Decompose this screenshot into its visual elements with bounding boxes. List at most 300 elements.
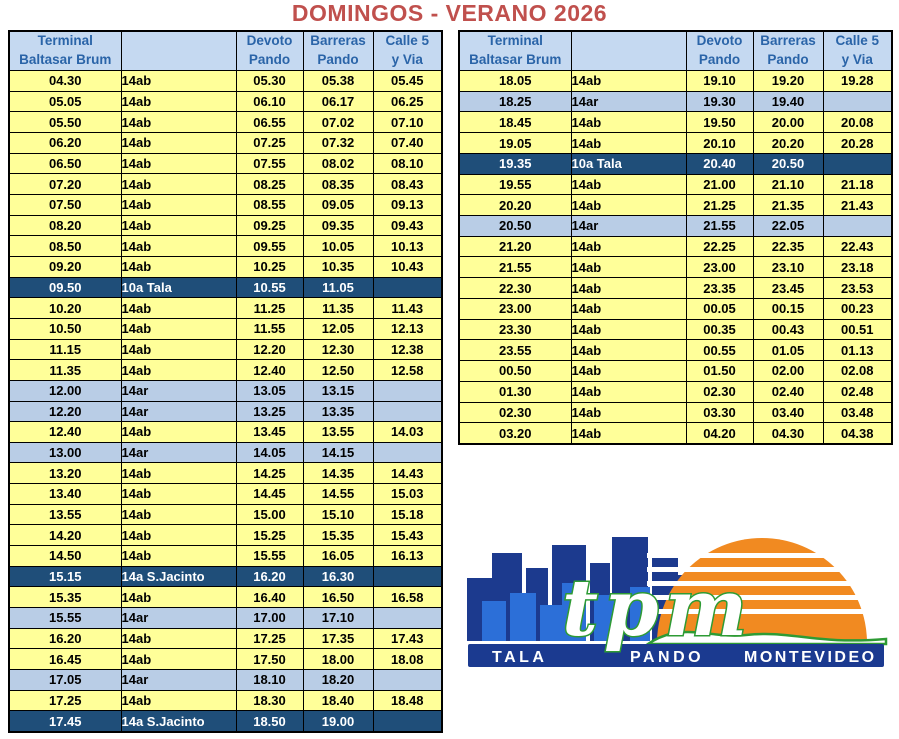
time-cell: 11.55: [236, 318, 303, 339]
timetable-row: [9, 277, 442, 298]
time-cell: 08.10: [373, 153, 442, 174]
route-cell: 14ab: [121, 194, 236, 215]
time-cell: 08.20: [9, 215, 121, 236]
route-cell: 14ab: [571, 381, 686, 402]
time-cell: 15.03: [373, 484, 442, 505]
time-cell: 12.58: [373, 360, 442, 381]
timetable-row: [9, 174, 442, 195]
timetable-row: [9, 71, 442, 92]
time-cell: 10.55: [236, 277, 303, 298]
time-cell: 16.20: [236, 566, 303, 587]
time-cell: 16.05: [303, 546, 373, 567]
time-cell: 17.05: [9, 670, 121, 691]
timetable-row: [9, 132, 442, 153]
time-cell: 09.13: [373, 194, 442, 215]
time-cell: 00.05: [686, 298, 753, 319]
time-cell: 15.43: [373, 525, 442, 546]
time-cell: 06.17: [303, 91, 373, 112]
time-cell: 14.35: [303, 463, 373, 484]
col-header-terminal: Terminal Baltasar Brum: [9, 31, 121, 71]
time-cell: 08.43: [373, 174, 442, 195]
time-cell: 02.48: [823, 381, 892, 402]
time-cell: 09.43: [373, 215, 442, 236]
route-cell: 14ab: [121, 132, 236, 153]
time-cell: 01.50: [686, 361, 753, 382]
time-cell: 10.50: [9, 318, 121, 339]
time-cell: 11.43: [373, 298, 442, 319]
time-cell: [373, 711, 442, 732]
time-cell: 17.25: [236, 628, 303, 649]
timetable-row: [9, 380, 442, 401]
time-cell: 23.53: [823, 278, 892, 299]
time-cell: 21.55: [686, 216, 753, 237]
timetable-right-header: [459, 31, 892, 71]
route-cell: 14ar: [121, 442, 236, 463]
time-cell: 07.02: [303, 112, 373, 133]
route-cell: 14ab: [571, 71, 686, 92]
time-cell: [373, 277, 442, 298]
time-cell: 16.30: [303, 566, 373, 587]
time-cell: 18.25: [459, 91, 571, 112]
time-cell: 09.55: [236, 236, 303, 257]
time-cell: 05.50: [9, 112, 121, 133]
time-cell: 16.13: [373, 546, 442, 567]
time-cell: 13.40: [9, 484, 121, 505]
time-cell: 12.30: [303, 339, 373, 360]
time-cell: 14.50: [9, 546, 121, 567]
time-cell: 10.25: [236, 256, 303, 277]
time-cell: 18.10: [236, 670, 303, 691]
time-cell: 20.50: [459, 216, 571, 237]
time-cell: 22.30: [459, 278, 571, 299]
time-cell: 22.05: [753, 216, 823, 237]
time-cell: 07.50: [9, 194, 121, 215]
col-header-barreras: Barreras Pando: [303, 31, 373, 71]
col-header-devoto: Devoto Pando: [686, 31, 753, 71]
time-cell: 02.00: [753, 361, 823, 382]
time-cell: 05.05: [9, 91, 121, 112]
timetable-row: [9, 504, 442, 525]
time-cell: 23.00: [686, 257, 753, 278]
timetable-row: [9, 670, 442, 691]
route-cell: 14ab: [121, 422, 236, 443]
time-cell: 21.18: [823, 174, 892, 195]
time-cell: 00.35: [686, 319, 753, 340]
time-cell: 12.05: [303, 318, 373, 339]
time-cell: 19.28: [823, 71, 892, 92]
timetable-row: [9, 194, 442, 215]
route-cell: 14ar: [571, 216, 686, 237]
route-cell: 14ar: [121, 608, 236, 629]
timetable-row: [459, 133, 892, 154]
banner-word-montevideo: MONTEVIDEO: [744, 649, 877, 666]
route-cell: 14ab: [571, 319, 686, 340]
timetable-row: [459, 423, 892, 444]
time-cell: 19.20: [753, 71, 823, 92]
route-cell: 14ab: [121, 256, 236, 277]
time-cell: 01.30: [459, 381, 571, 402]
time-cell: 17.50: [236, 649, 303, 670]
time-cell: 02.30: [686, 381, 753, 402]
time-cell: 10.35: [303, 256, 373, 277]
timetable-row: [459, 216, 892, 237]
time-cell: 15.35: [9, 587, 121, 608]
timetable-row: [9, 236, 442, 257]
route-cell: 10a Tala: [121, 277, 236, 298]
timetable-row: [459, 257, 892, 278]
timetable-row: [9, 484, 442, 505]
time-cell: 18.48: [373, 690, 442, 711]
time-cell: 00.23: [823, 298, 892, 319]
time-cell: 12.38: [373, 339, 442, 360]
route-cell: 14ab: [121, 484, 236, 505]
time-cell: 22.35: [753, 236, 823, 257]
time-cell: 18.50: [236, 711, 303, 732]
time-cell: 12.50: [303, 360, 373, 381]
time-cell: [373, 670, 442, 691]
time-cell: 00.43: [753, 319, 823, 340]
time-cell: 12.00: [9, 380, 121, 401]
time-cell: 13.05: [236, 380, 303, 401]
time-cell: 14.45: [236, 484, 303, 505]
route-cell: 14ab: [571, 423, 686, 444]
timetable-row: [9, 339, 442, 360]
time-cell: 15.10: [303, 504, 373, 525]
timetable-row: [459, 402, 892, 423]
time-cell: 19.00: [303, 711, 373, 732]
time-cell: 20.28: [823, 133, 892, 154]
timetable-row: [459, 112, 892, 133]
col-header-barreras: Barreras Pando: [753, 31, 823, 71]
time-cell: 11.35: [303, 298, 373, 319]
time-cell: 03.40: [753, 402, 823, 423]
time-cell: 15.18: [373, 504, 442, 525]
route-cell: 14ab: [121, 71, 236, 92]
time-cell: 09.20: [9, 256, 121, 277]
route-cell: 14ar: [121, 670, 236, 691]
time-cell: 14.20: [9, 525, 121, 546]
route-cell: 14ab: [121, 91, 236, 112]
route-cell: 14ab: [571, 257, 686, 278]
time-cell: 03.30: [686, 402, 753, 423]
time-cell: 15.15: [9, 566, 121, 587]
route-cell: 14ab: [121, 318, 236, 339]
time-cell: 19.55: [459, 174, 571, 195]
timetable-row: [9, 318, 442, 339]
time-cell: 21.35: [753, 195, 823, 216]
route-cell: 14ar: [121, 401, 236, 422]
banner-word-tala: TALA: [492, 649, 548, 666]
time-cell: 07.25: [236, 132, 303, 153]
route-cell: 14ab: [121, 112, 236, 133]
timetable-row: [459, 71, 892, 92]
time-cell: 17.10: [303, 608, 373, 629]
time-cell: 07.55: [236, 153, 303, 174]
time-cell: 18.45: [459, 112, 571, 133]
timetable-row: [459, 340, 892, 361]
time-cell: 20.50: [753, 153, 823, 174]
time-cell: 12.20: [9, 401, 121, 422]
time-cell: 09.35: [303, 215, 373, 236]
time-cell: 21.55: [459, 257, 571, 278]
col-header-terminal: Terminal Baltasar Brum: [459, 31, 571, 71]
time-cell: 20.00: [753, 112, 823, 133]
time-cell: 07.32: [303, 132, 373, 153]
time-cell: 17.35: [303, 628, 373, 649]
time-cell: 04.20: [686, 423, 753, 444]
time-cell: 18.08: [373, 649, 442, 670]
time-cell: 21.25: [686, 195, 753, 216]
time-cell: 00.15: [753, 298, 823, 319]
timetable-right-body: [459, 71, 892, 444]
timetable-row: [459, 381, 892, 402]
route-cell: 14ab: [571, 298, 686, 319]
time-cell: 23.18: [823, 257, 892, 278]
time-cell: 13.55: [9, 504, 121, 525]
timetable-row: [9, 711, 442, 732]
time-cell: 08.50: [9, 236, 121, 257]
timetable-row: [9, 153, 442, 174]
timetable-row: [459, 195, 892, 216]
time-cell: 09.25: [236, 215, 303, 236]
route-cell: 14ab: [121, 546, 236, 567]
timetable-row: [9, 422, 442, 443]
time-cell: 12.20: [236, 339, 303, 360]
time-cell: 21.00: [686, 174, 753, 195]
timetable-row: [459, 319, 892, 340]
time-cell: 21.20: [459, 236, 571, 257]
time-cell: 00.50: [459, 361, 571, 382]
tpm-logo: [462, 523, 892, 671]
time-cell: 10.05: [303, 236, 373, 257]
timetable-row: [9, 256, 442, 277]
brand-text: tpm: [562, 563, 754, 654]
time-cell: 10.13: [373, 236, 442, 257]
time-cell: 10.20: [9, 298, 121, 319]
time-cell: 02.40: [753, 381, 823, 402]
time-cell: 18.30: [236, 690, 303, 711]
timetable-row: [459, 91, 892, 112]
route-cell: 14ab: [121, 587, 236, 608]
route-cell: 14ab: [121, 236, 236, 257]
timetable-row: [9, 690, 442, 711]
col-header-calle5: Calle 5 y Via: [373, 31, 442, 71]
timetable-row: [9, 360, 442, 381]
time-cell: 16.40: [236, 587, 303, 608]
time-cell: [823, 153, 892, 174]
route-cell: 14ab: [121, 174, 236, 195]
route-cell: 14ab: [121, 298, 236, 319]
time-cell: 17.45: [9, 711, 121, 732]
time-cell: [373, 380, 442, 401]
timetable-row: [459, 361, 892, 382]
time-cell: 06.20: [9, 132, 121, 153]
time-cell: 11.25: [236, 298, 303, 319]
time-cell: 23.10: [753, 257, 823, 278]
time-cell: 14.55: [303, 484, 373, 505]
timetable-row: [9, 298, 442, 319]
timetable-row: [459, 236, 892, 257]
route-cell: 14ab: [121, 153, 236, 174]
time-cell: 14.43: [373, 463, 442, 484]
timetable-row: [9, 525, 442, 546]
timetable-row: [9, 587, 442, 608]
timetable-row: [9, 401, 442, 422]
time-cell: 23.45: [753, 278, 823, 299]
time-cell: 06.55: [236, 112, 303, 133]
time-cell: 21.10: [753, 174, 823, 195]
time-cell: 08.25: [236, 174, 303, 195]
time-cell: 00.51: [823, 319, 892, 340]
time-cell: 14.15: [303, 442, 373, 463]
col-header-route: [121, 31, 236, 71]
time-cell: 15.00: [236, 504, 303, 525]
timetable-row: [9, 546, 442, 567]
time-cell: 17.43: [373, 628, 442, 649]
time-cell: 14.05: [236, 442, 303, 463]
time-cell: 09.05: [303, 194, 373, 215]
time-cell: 06.50: [9, 153, 121, 174]
route-cell: 14ab: [571, 195, 686, 216]
time-cell: 12.40: [236, 360, 303, 381]
time-cell: 20.10: [686, 133, 753, 154]
time-cell: 05.30: [236, 71, 303, 92]
time-cell: 04.30: [9, 71, 121, 92]
time-cell: 19.35: [459, 153, 571, 174]
time-cell: 13.00: [9, 442, 121, 463]
time-cell: 22.43: [823, 236, 892, 257]
time-cell: 00.55: [686, 340, 753, 361]
time-cell: 18.05: [459, 71, 571, 92]
col-header-route: [571, 31, 686, 71]
timetable-row: [9, 442, 442, 463]
time-cell: 13.25: [236, 401, 303, 422]
route-cell: 14ab: [571, 236, 686, 257]
time-cell: 20.20: [459, 195, 571, 216]
page-title: DOMINGOS - VERANO 2026: [291, 0, 608, 26]
route-cell: 10a Tala: [571, 153, 686, 174]
time-cell: [373, 608, 442, 629]
route-cell: 14ab: [121, 628, 236, 649]
time-cell: 13.15: [303, 380, 373, 401]
time-cell: 23.00: [459, 298, 571, 319]
time-cell: 23.55: [459, 340, 571, 361]
time-cell: 11.35: [9, 360, 121, 381]
timetable-row: [459, 153, 892, 174]
time-cell: 07.10: [373, 112, 442, 133]
timetable-row: [9, 628, 442, 649]
time-cell: 15.35: [303, 525, 373, 546]
banner-word-pando: PANDO: [630, 649, 705, 666]
time-cell: [373, 566, 442, 587]
time-cell: 04.38: [823, 423, 892, 444]
time-cell: 16.50: [303, 587, 373, 608]
time-cell: 02.30: [459, 402, 571, 423]
route-cell: 14ab: [121, 339, 236, 360]
route-cell: 14ab: [571, 278, 686, 299]
time-cell: 16.20: [9, 628, 121, 649]
time-cell: 15.25: [236, 525, 303, 546]
time-cell: 14.25: [236, 463, 303, 484]
time-cell: 22.25: [686, 236, 753, 257]
time-cell: 10.43: [373, 256, 442, 277]
time-cell: 23.30: [459, 319, 571, 340]
route-cell: 14ab: [121, 690, 236, 711]
time-cell: 03.48: [823, 402, 892, 423]
time-cell: 01.13: [823, 340, 892, 361]
time-cell: 16.58: [373, 587, 442, 608]
timetable-row: [459, 298, 892, 319]
time-cell: 05.45: [373, 71, 442, 92]
time-cell: 17.25: [9, 690, 121, 711]
time-cell: 06.10: [236, 91, 303, 112]
time-cell: 19.10: [686, 71, 753, 92]
time-cell: 15.55: [236, 546, 303, 567]
time-cell: 20.20: [753, 133, 823, 154]
time-cell: 13.55: [303, 422, 373, 443]
route-cell: 14ab: [121, 463, 236, 484]
timetable-row: [459, 278, 892, 299]
route-cell: 14ab: [121, 649, 236, 670]
timetable-row: [9, 112, 442, 133]
time-cell: 18.20: [303, 670, 373, 691]
time-cell: 06.25: [373, 91, 442, 112]
route-cell: 14ab: [121, 360, 236, 381]
time-cell: 19.05: [459, 133, 571, 154]
timetable-left: [8, 30, 443, 733]
time-cell: 21.43: [823, 195, 892, 216]
time-cell: [823, 216, 892, 237]
time-cell: 13.35: [303, 401, 373, 422]
timetable-right: [458, 30, 893, 445]
timetable-row: [9, 215, 442, 236]
timetable-left-body: [9, 71, 442, 732]
time-cell: 08.02: [303, 153, 373, 174]
time-cell: 15.55: [9, 608, 121, 629]
route-cell: 14ab: [121, 525, 236, 546]
timetable-left-header: [9, 31, 442, 71]
time-cell: 04.30: [753, 423, 823, 444]
time-cell: 11.15: [9, 339, 121, 360]
time-cell: 12.13: [373, 318, 442, 339]
timetable-row: [9, 91, 442, 112]
time-cell: 09.50: [9, 277, 121, 298]
route-cell: 14a S.Jacinto: [121, 566, 236, 587]
route-cell: 14a S.Jacinto: [121, 711, 236, 732]
time-cell: 03.20: [459, 423, 571, 444]
route-cell: 14ab: [121, 215, 236, 236]
timetable-row: [459, 174, 892, 195]
time-cell: 17.00: [236, 608, 303, 629]
time-cell: 19.30: [686, 91, 753, 112]
time-cell: 08.35: [303, 174, 373, 195]
route-cell: 14ab: [571, 133, 686, 154]
time-cell: [823, 91, 892, 112]
col-header-devoto: Devoto Pando: [236, 31, 303, 71]
route-cell: 14ab: [571, 340, 686, 361]
time-cell: [373, 442, 442, 463]
time-cell: 07.40: [373, 132, 442, 153]
timetable-row: [9, 608, 442, 629]
route-cell: 14ar: [571, 91, 686, 112]
time-cell: 08.55: [236, 194, 303, 215]
time-cell: [373, 401, 442, 422]
route-cell: 14ab: [571, 112, 686, 133]
route-cell: 14ab: [121, 504, 236, 525]
time-cell: 19.40: [753, 91, 823, 112]
time-cell: 18.40: [303, 690, 373, 711]
time-cell: 12.40: [9, 422, 121, 443]
